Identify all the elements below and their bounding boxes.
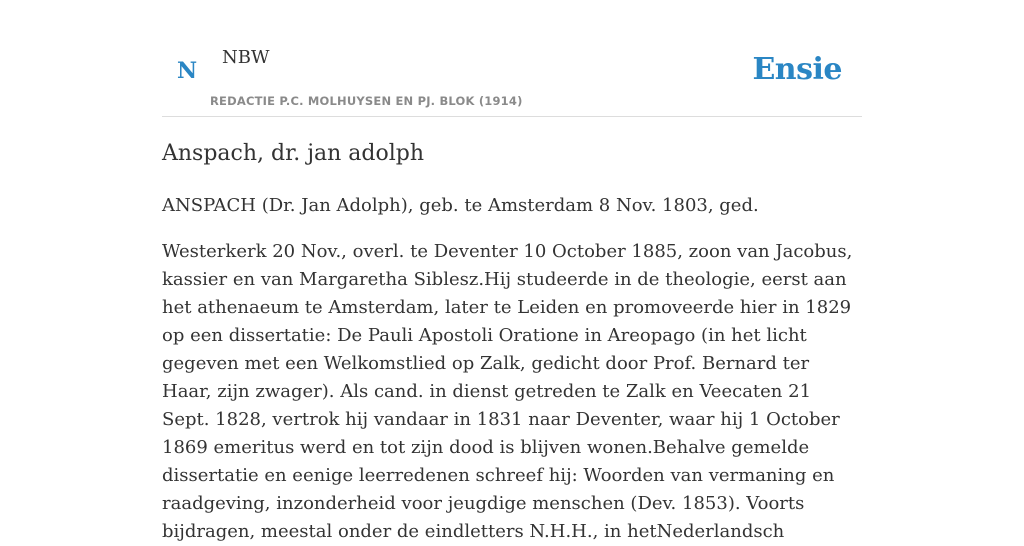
source-subtitle: REDACTIE P.C. MOLHUYSEN EN PJ. BLOK (1914) <box>210 94 523 108</box>
article-lead-paragraph: ANSPACH (Dr. Jan Adolph), geb. te Amsterdam 8 Nov. 1803, ged. <box>162 195 759 216</box>
article <box>162 136 862 546</box>
source-name[interactable]: NBW <box>222 47 270 68</box>
source-logo[interactable]: N <box>177 58 198 84</box>
article-title: Anspach, dr. jan adolph <box>162 141 425 166</box>
site-header <box>162 0 862 117</box>
article-body-paragraph: Westerkerk 20 Nov., overl. te Deventer 10 October 1885, zoon van Jacobus, kassier en van Margaretha Siblesz.Hij studeerde in de theologie, eerst aan het athenaeum te Amsterdam, later te Leiden en promoveerde hier in 1829 op een dissertatie: De Pauli Apostoli Oratione in Areopago (in het licht gegeven met een Welkomstlied op Zalk, gedicht door Prof. Bernard ter Haar, zijn zwager). Als cand. in dienst getreden te Zalk en Veecaten 21 Sept. 1828, vertrok hij vandaar in 1831 naar Deventer, waar hij 1 October 1869 emeritus werd en tot zijn dood is blijven wonen.Behalve gemelde dissertatie en eenige leerredenen schreef hij: Woorden van vermaning en raadgeving, inzonderheid voor jeugdige menschen (Dev. 1853). Voorts bijdragen, meestal onder de eindletters N.H.H., in hetNederlandsch <box>162 241 853 542</box>
brand-logo[interactable]: Ensie <box>752 52 842 87</box>
